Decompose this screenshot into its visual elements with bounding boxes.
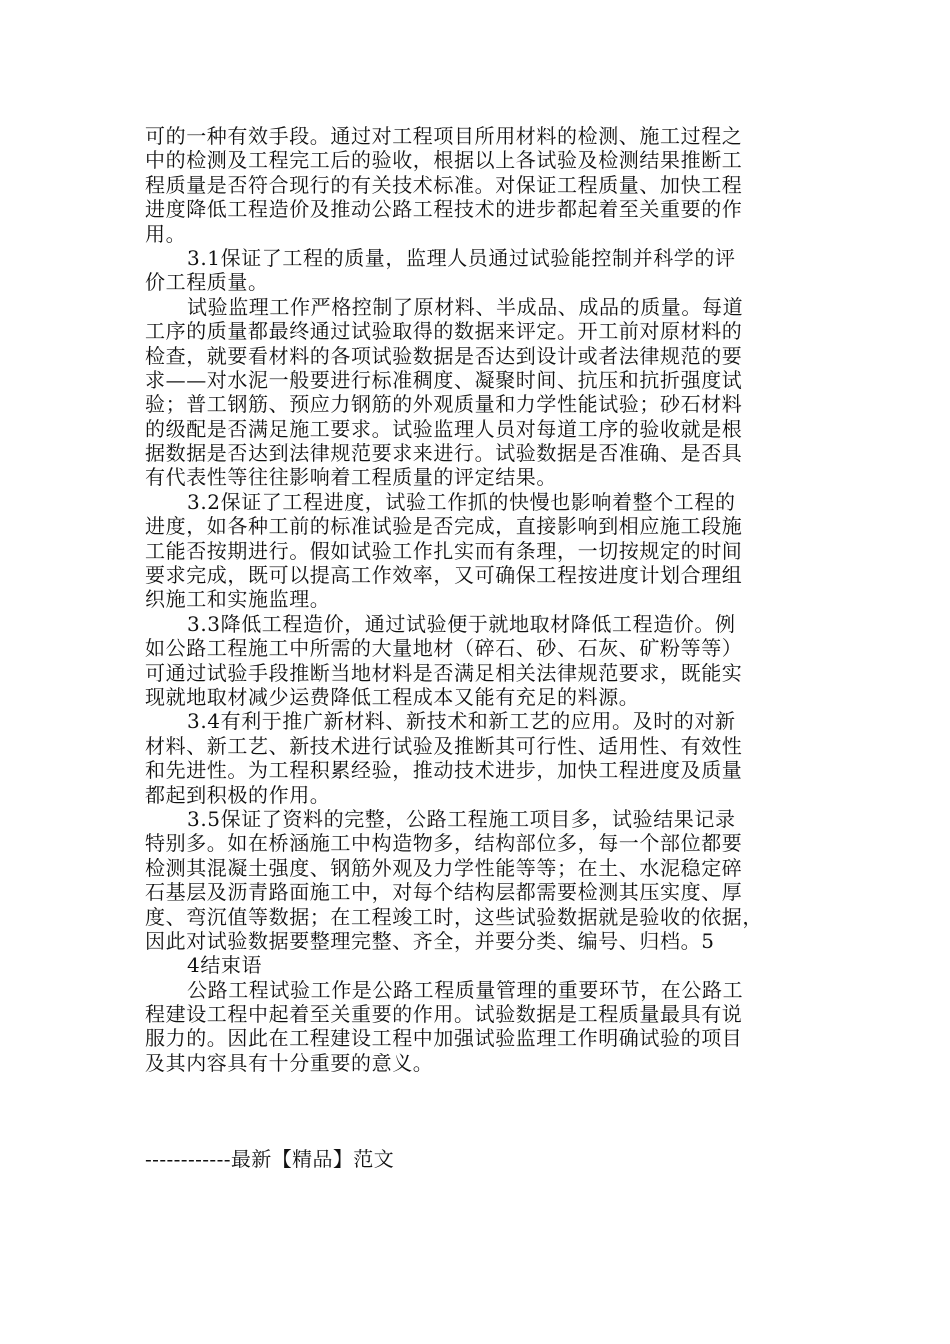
text-line: 要求完成，既可以提高工作效率，又可确保工程按进度计划合理组	[145, 563, 743, 588]
text-line: 3.2保证了工程进度，试验工作抓的快慢也影响着整个工程的	[187, 489, 736, 514]
page-footer: ------------最新【精品】范文	[145, 1147, 395, 1171]
text-line: 求——对水泥一般要进行标准稠度、凝聚时间、抗压和抗折强度试	[145, 367, 743, 392]
text-line: 检测其混凝土强度、钢筋外观及力学性能等等；在土、水泥稳定碎	[145, 855, 743, 880]
text-line: 检查，就要看材料的各项试验数据是否达到设计或者法律规范的要	[145, 343, 743, 368]
text-line: 进度，如各种工前的标准试验是否完成，直接影响到相应施工段施	[145, 514, 743, 539]
text-line: 进度降低工程造价及推动公路工程技术的进步都起着至关重要的作	[145, 197, 743, 222]
text-line: 工能否按期进行。假如试验工作扎实而有条理，一切按规定的时间	[145, 538, 743, 563]
text-line: 可通过试验手段推断当地材料是否满足相关法律规范要求，既能实	[145, 660, 743, 685]
text-line: 工序的质量都最终通过试验取得的数据来评定。开工前对原材料的	[145, 319, 743, 344]
text-line: 3.1保证了工程的质量，监理人员通过试验能控制并科学的评	[187, 245, 736, 270]
text-line: 如公路工程施工中所需的大量地材（碎石、砂、石灰、矿粉等等）	[145, 636, 743, 661]
text-line: 石基层及沥青路面施工中，对每个结构层都需要检测其压实度、厚	[145, 880, 743, 905]
text-line: 公路工程试验工作是公路工程质量管理的重要环节，在公路工	[187, 977, 744, 1002]
text-line: 据数据是否达到法律规范要求来进行。试验数据是否准确、是否具	[145, 441, 743, 466]
text-line: 度、弯沉值等数据；在工程竣工时，这些试验数据就是验收的依据，	[145, 904, 763, 929]
text-line: 织施工和实施监理。	[145, 587, 331, 612]
text-line: 材料、新工艺、新技术进行试验及推断其可行性、适用性、有效性	[145, 733, 743, 758]
text-line: 和先进性。为工程积累经验，推动技术进步，加快工程进度及质量	[145, 758, 743, 783]
text-line: 验；普工钢筋、预应力钢筋的外观质量和力学性能试验；砂石材料	[145, 392, 743, 417]
text-line: 特别多。如在桥涵施工中构造物多，结构部位多，每一个部位都要	[145, 831, 743, 856]
text-line: 3.3降低工程造价，通过试验便于就地取材降低工程造价。例	[187, 611, 736, 636]
document-body	[145, 124, 805, 1075]
text-line: 4结束语	[187, 953, 263, 978]
text-line: 试验监理工作严格控制了原材料、半成品、成品的质量。每道	[187, 294, 744, 319]
text-line: 用。	[145, 221, 187, 246]
text-line: 的级配是否满足施工要求。试验监理人员对每道工序的验收就是根	[145, 416, 743, 441]
text-line: 中的检测及工程完工后的验收，根据以上各试验及检测结果推断工	[145, 148, 743, 173]
text-line: 有代表性等往往影响着工程质量的评定结果。	[145, 465, 557, 490]
text-line: 价工程质量。	[145, 270, 269, 295]
text-line: 可的一种有效手段。通过对工程项目所用材料的检测、施工过程之	[145, 124, 743, 148]
text-line: 3.5保证了资料的完整，公路工程施工项目多，试验结果记录	[187, 806, 736, 831]
text-line: 3.4有利于推广新材料、新技术和新工艺的应用。及时的对新	[187, 709, 736, 734]
text-line: 都起到积极的作用。	[145, 782, 331, 807]
text-line: 服力的。因此在工程建设工程中加强试验监理工作明确试验的项目	[145, 1026, 743, 1051]
text-line: 现就地取材减少运费降低工程成本又能有充足的料源。	[145, 684, 640, 709]
text-line: 因此对试验数据要整理完整、齐全，并要分类、编号、归档。5	[145, 928, 715, 953]
text-line: 程质量是否符合现行的有关技术标准。对保证工程质量、加快工程	[145, 172, 743, 197]
text-line: 程建设工程中起着至关重要的作用。试验数据是工程质量最具有说	[145, 1002, 743, 1027]
text-line: 及其内容具有十分重要的意义。	[145, 1050, 434, 1075]
